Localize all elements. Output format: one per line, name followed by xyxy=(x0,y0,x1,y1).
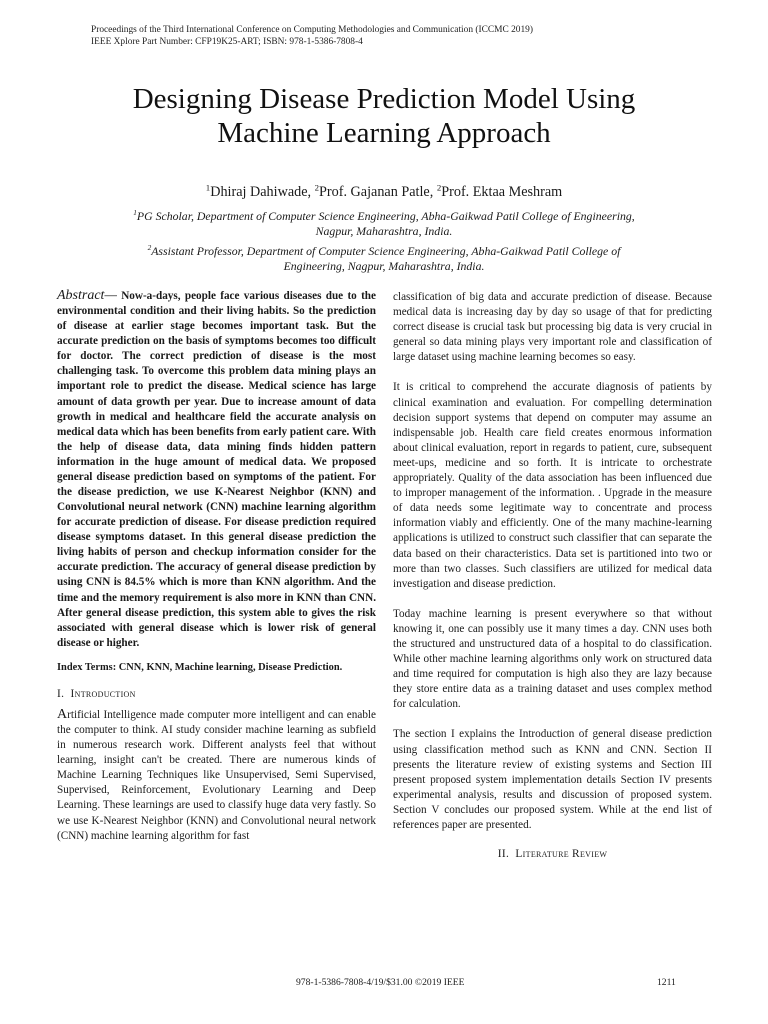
affiliation-1-line-2: Nagpur, Maharashtra, India. xyxy=(315,224,453,238)
section-2-heading xyxy=(393,847,712,861)
intro-paragraph-1-continued: classification of big data and accurate prediction of disease. Because medical data is increasing day by day so usage of that for predicting correct disease is crucial task but processing big data is very crucial in general so data mining plays very important role and classification of large dataset using machine learning becomes so easy. xyxy=(393,291,712,364)
conference-proceedings-line: Proceedings of the Third International Conference on Computing Methodologies and Communication (ICCMC 2019) xyxy=(91,25,533,35)
intro-paragraph-1 xyxy=(57,707,376,844)
title-line-1: Designing Disease Prediction Model Using xyxy=(132,83,636,115)
abstract-label: Abstract— xyxy=(57,288,117,303)
section-2-title: Literature Review xyxy=(515,848,608,861)
intro-paragraph-2: It is critical to comprehend the accurate diagnosis of patients by clinical examination and evaluation. For compelling determination decision support systems that depend on computer may assume an indispensable job. Health care field creates enormous information about clinical evaluation, report in regards to patient, cure, subsequent meet-ups, medicine and so forth. It is intricate to orchestrate appropriately. Quality of the data association has been influenced due to improper management of the information. . Upgrade in the measure of data needs some legitimate way to concentrate and process information viably and efficiently. One of the many machine-learning applications is utilized to construct such classifier that can separate the data based on their characteristics. Data set is partitioned into two or more than two classes. Such classifiers are utilized for medical data investigation and disease prediction. xyxy=(393,381,712,590)
author-3-affil-mark: 2 xyxy=(436,182,442,193)
section-1-title: Introduction xyxy=(70,687,136,700)
intro-paragraph-4: The section I explains the Introduction of general disease prediction using classification method such as KNN and CNN. Section II presents the literature review of existing systems and Section III present proposed system implementation details Section IV presents experimental analysis, results and discussion of proposed system. Section V concludes our proposed system. While at the end list of references paper are presented. xyxy=(393,728,712,831)
author-2-affil-mark: 2 xyxy=(314,182,320,193)
abstract-text: Now-a-days, people face various diseases due to the environmental condition and their living habits. So the prediction of disease at earlier stage becomes important task. But the accurate prediction on the basis of symptoms becomes too difficult for doctor. The correct prediction of disease is the most challenging task. To overcome this problem data mining plays an important role to predict the disease. Medical science has large amount of data growth per year. Due to increase amount of data growth in medical and healthcare field the accurate analysis on medical data which has been benefits from early patient care. With the help of disease data, data mining finds hidden pattern information in the huge amount of medical data. We proposed general disease prediction based on symptoms of the patient. For the disease prediction, we use K-Nearest Neighbor (KNN) and Convolutional neural network (CNN) machine learning algorithm for accurate prediction of disease. For disease prediction required disease symptoms dataset. In this general disease prediction the living habits of person and checkup information consider for the accurate prediction. The accuracy of general disease prediction by using CNN is 84.5% which is more than KNN algorithm. And the time and the memory requirement is also more in KNN than CNN. After general disease prediction, this system able to gives the risk associated with general disease which is lower risk of general disease or higher. xyxy=(57,290,376,649)
paper-title xyxy=(60,82,708,150)
affiliation-1-mark: 1 xyxy=(133,208,137,218)
intro-paragraph-3: Today machine learning is present everywhere so that without knowing it, one can possibly use it many times a day. CNN uses both the structured and unstructured data of a hospital to do classification. While other machine learning algorithms only work on structured data and time required for computation is high also they are lazy because they store entire data as a training dataset and uses complex method for calculation. xyxy=(393,607,712,711)
author-3: Prof. Ektaa Meshram xyxy=(441,184,563,200)
intro-dropcap: A xyxy=(57,706,68,722)
title-line-2: Machine Learning Approach xyxy=(217,117,551,149)
affiliation-2-line-1: Assistant Professor, Department of Computer Science Engineering, Abha-Gaikwad Patil College of xyxy=(151,244,621,258)
affiliation-2-mark: 2 xyxy=(147,243,152,253)
abstract xyxy=(57,288,376,651)
section-1-heading xyxy=(57,687,376,701)
isbn-line: IEEE Xplore Part Number: CFP19K25-ART; ISBN: 978-1-5386-7808-4 xyxy=(91,37,363,47)
left-column xyxy=(57,288,376,844)
author-1-affil-mark: 1 xyxy=(205,182,211,193)
affiliation-2-line-2: Engineering, Nagpur, Maharashtra, India. xyxy=(283,259,485,273)
section-1-number: I. xyxy=(57,687,65,700)
page-number: 1211 xyxy=(657,977,676,988)
author-list xyxy=(60,183,708,201)
affiliation-1 xyxy=(110,209,658,239)
index-terms: Index Terms: CNN, KNN, Machine learning, Disease Prediction. xyxy=(57,661,343,673)
affiliation-2 xyxy=(110,244,658,274)
running-head xyxy=(91,24,533,48)
copyright-notice: 978-1-5386-7808-4/19/$31.00 ©2019 IEEE xyxy=(296,977,465,988)
section-2-number: II. xyxy=(497,848,510,861)
author-2: Prof. Gajanan Patle, xyxy=(319,184,437,200)
author-1: Dhiraj Dahiwade, xyxy=(210,184,315,200)
right-column xyxy=(393,290,712,867)
intro-paragraph-1-text: rtificial Intelligence made computer more intelligent and can enable the computer to think. AI study consider machine learning as subfield in numerous research work. Different analysts feel that without learning, insight can't be created. There are numerous kinds of Machine Learning Techniques like Unsupervised, Semi Supervised, Supervised, Reinforcement, Evolutionary Learning and Deep Learning. These learnings are used to classify huge data very fastly. So we use K-Nearest Neighbor (KNN) and Convolutional neural network (CNN) machine learning algorithm for fast xyxy=(57,708,376,842)
affiliation-1-line-1: PG Scholar, Department of Computer Science Engineering, Abha-Gaikwad Patil College of Engineering, xyxy=(136,209,635,223)
